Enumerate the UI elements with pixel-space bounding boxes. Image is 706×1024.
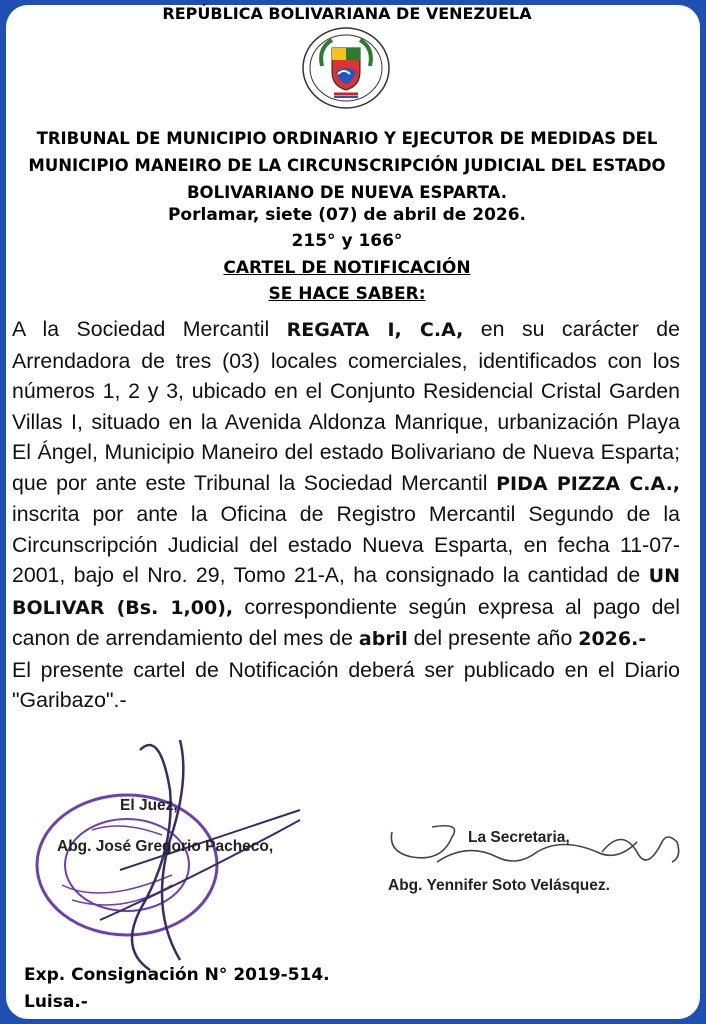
body-text: inscrita por ante la Oficina de Registro Mercantil Segundo de la Circunscripción Judicial del estado Nueva Esparta, en fecha 11-07-2001, bajo el Nro. 29, Tomo 21-A, ha consignado la cantidad de [12, 502, 680, 587]
body-text: A la Sociedad Mercantil [12, 317, 287, 341]
expediente-number: Exp. Consignación N° 2019-514. [24, 965, 330, 985]
company-regata: REGATA I, C.A, [286, 319, 464, 341]
country-heading: REPÚBLICA BOLIVARIANA DE VENEZUELA [162, 4, 532, 23]
initials: Luisa.- [24, 992, 88, 1012]
notice-refs: 215° y 166° [291, 231, 403, 251]
secretary-signature [382, 812, 692, 882]
amount: UN BOLIVAR (Bs. 1,00), [12, 565, 680, 619]
tribunal-line-1: TRIBUNAL DE MUNICIPIO ORDINARIO Y EJECUTOR DE MEDIDAS DEL [36, 129, 658, 148]
cartel-title: CARTEL DE NOTIFICACIÓN [223, 258, 471, 278]
notice-date: Porlamar, siete (07) de abril de 2026. [167, 205, 527, 225]
coat-of-arms-seal [300, 26, 392, 110]
secretary-name: Abg. Yennifer Soto Velásquez. [388, 877, 610, 894]
secretary-title: La Secretaria, [468, 829, 570, 846]
tribunal-line-3: BOLIVARIANO DE NUEVA ESPARTA. [186, 183, 507, 202]
tribunal-heading [0, 125, 700, 206]
judge-title: El Juez, [120, 797, 178, 814]
judge-name: Abg. José Gregorio Pacheco, [57, 838, 274, 855]
body-text: correspondiente según expresa al pago del canon de arrendamiento del mes de [12, 594, 680, 650]
body-text: en su carácter de Arrendadora de tres (03) locales comerciales, identificados con los números 1, 2 y 3, ubicado en el Conjunto Residencial Cristal Garden Villas I, situado en la Avenida Aldonza Manrique, urbanización Playa El Ángel, Municipio Maneiro del estado Bolivariano de Nueva Esparta; que por ante este Tribunal la Sociedad Mercantil [12, 317, 680, 495]
se-hace-saber: SE HACE SABER: [268, 284, 426, 304]
month: abril [358, 628, 408, 650]
tribunal-line-2: MUNICIPIO MANEIRO DE LA CIRCUNSCRIPCIÓN JUDICIAL DEL ESTADO [28, 156, 666, 175]
year: 2026.- [578, 628, 647, 650]
body-text: del presente año [407, 626, 579, 650]
body-paragraph-2: El presente cartel de Notificación deberá ser publicado en el Diario "Garibazo".- [12, 657, 680, 712]
body-paragraph-1 [12, 314, 680, 655]
notice-body [12, 314, 680, 716]
company-pida-pizza: PIDA PIZZA C.A., [496, 472, 680, 495]
